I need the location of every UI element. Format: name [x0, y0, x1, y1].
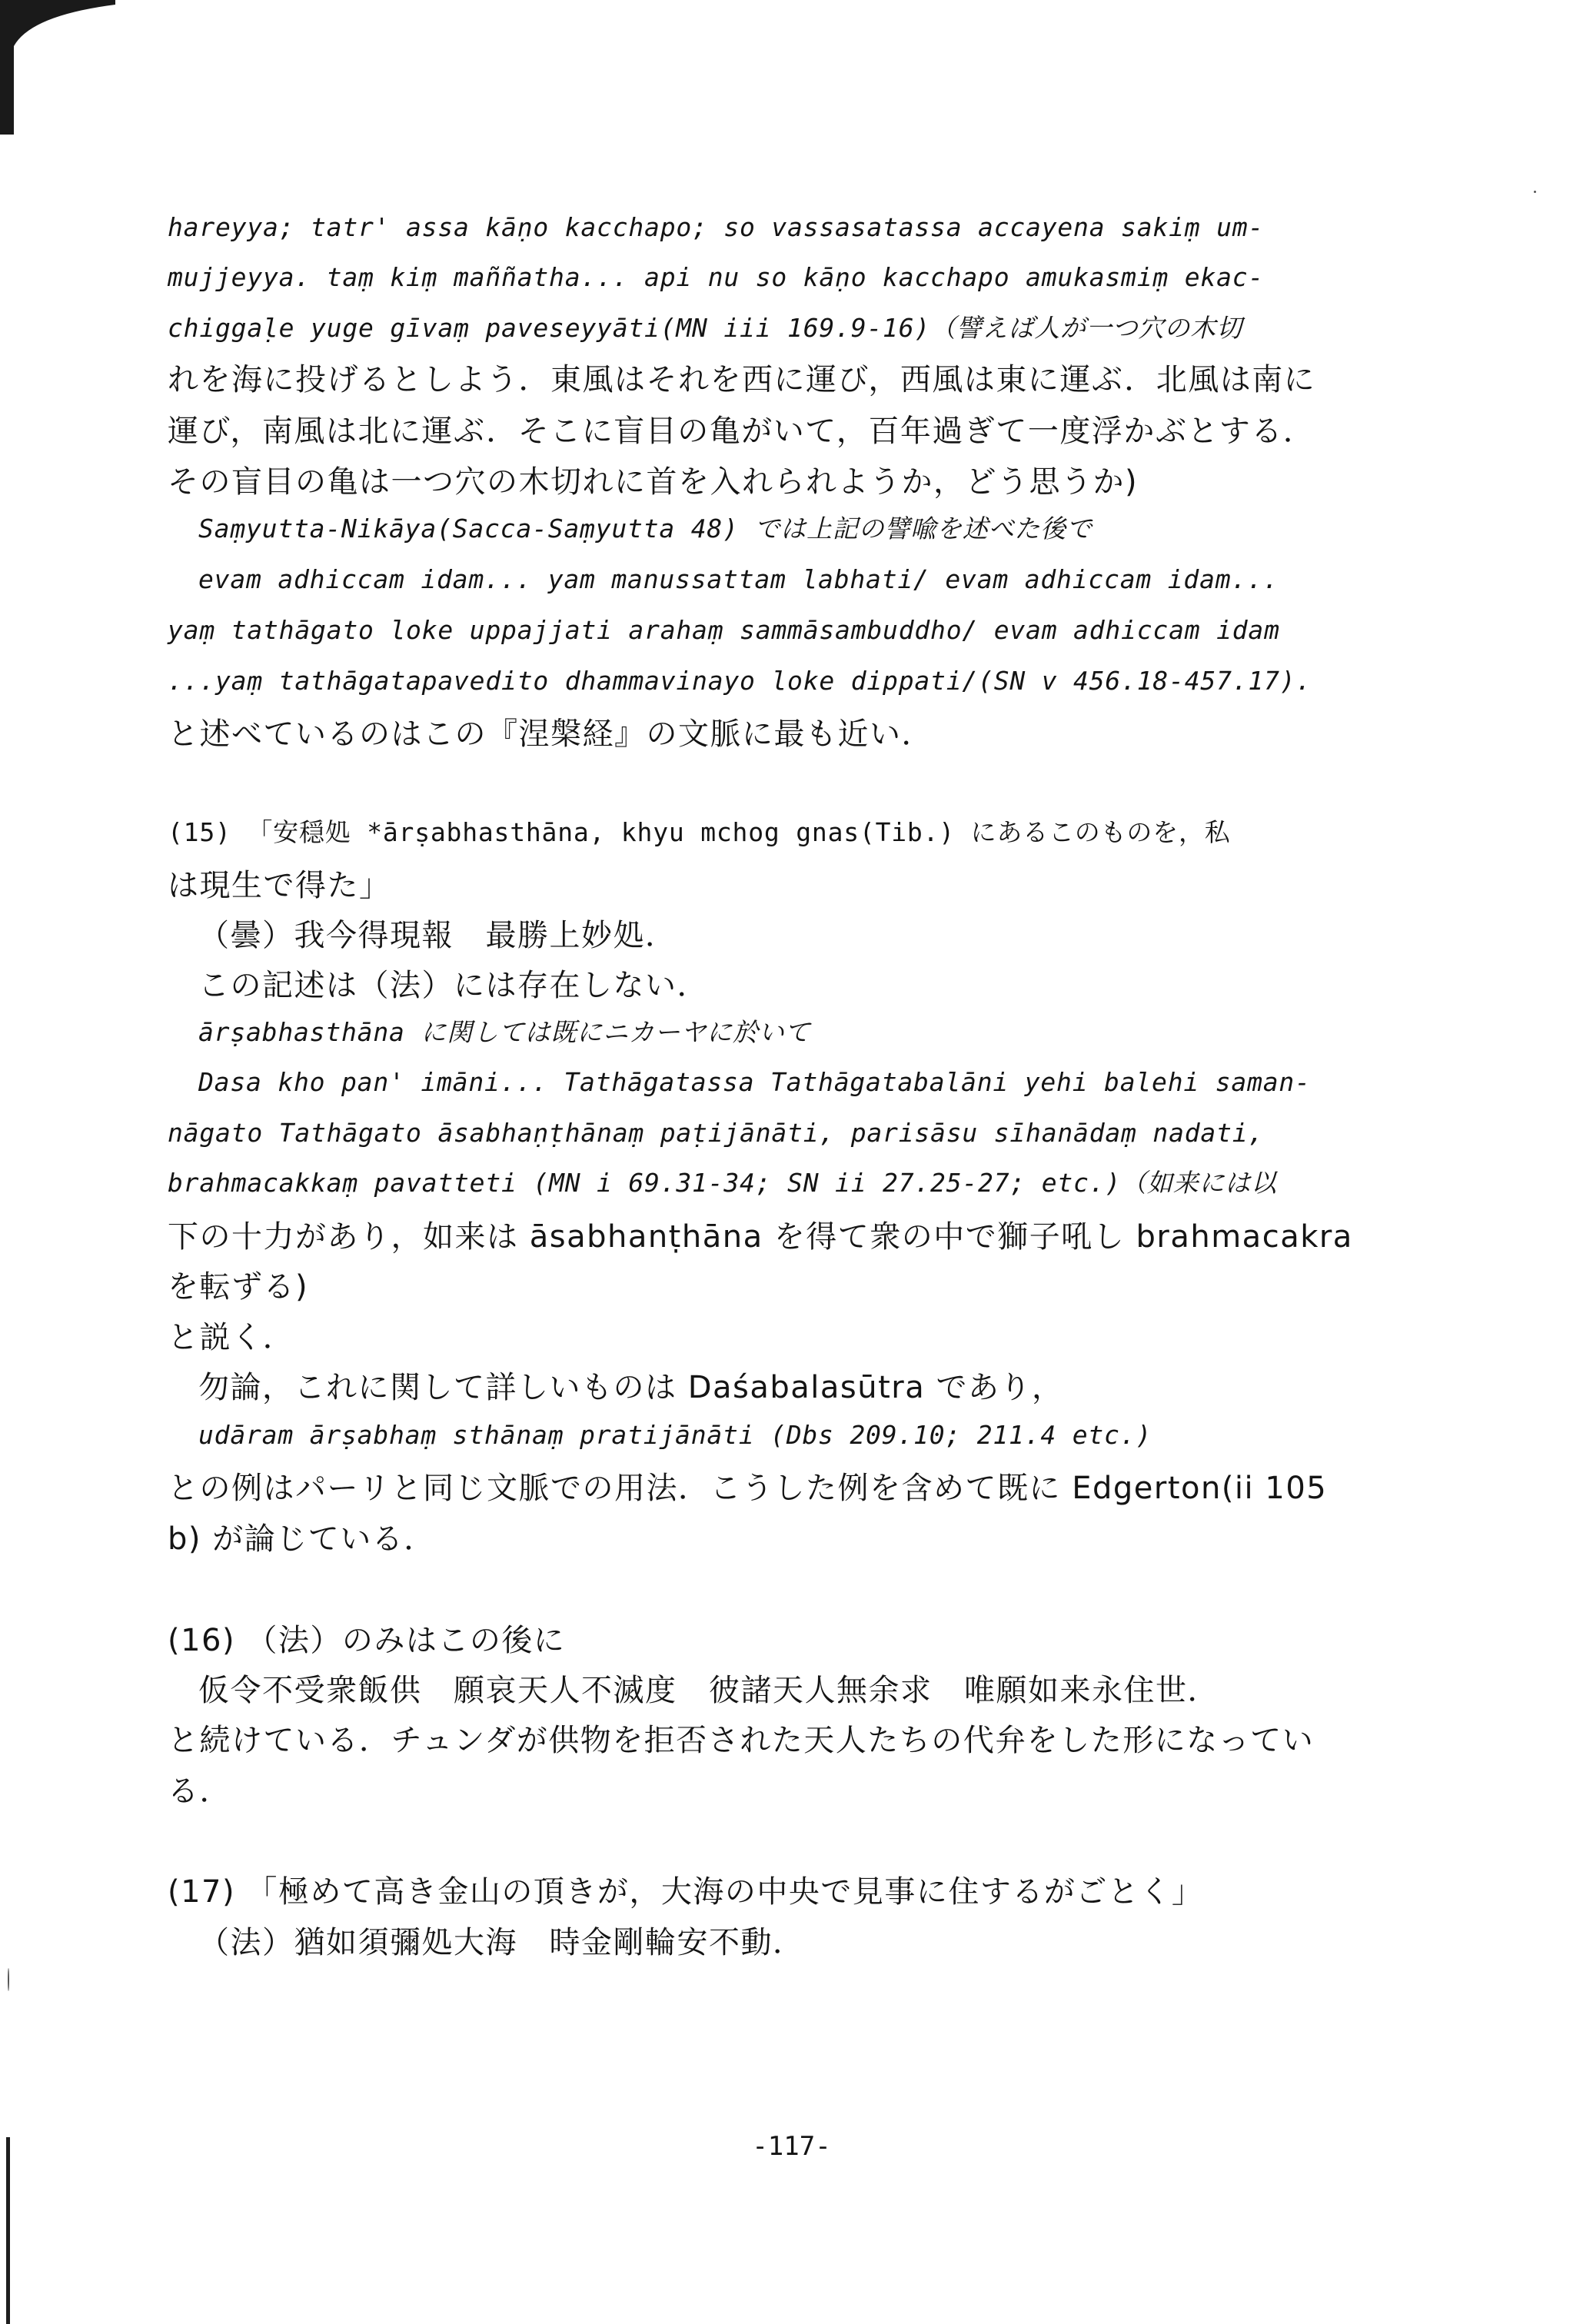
- text-line: Saṃyutta-Nikāya(Sacca-Saṃyutta 48) では上記の譬喩を述べた後で: [198, 514, 1092, 544]
- text-line: Dasa kho pan' imāni... Tathāgatassa Tathāgatabalāni yehi balehi saman-: [198, 1067, 1311, 1097]
- text-line: nāgato Tathāgato āsabhaṇṭhānaṃ paṭijānāti, parisāsu sīhanādaṃ nadati,: [168, 1118, 1265, 1148]
- text-line: 下の十力があり，如来は āsabhanṭhāna を得て衆の中で獅子吼し brahmacakra: [168, 1219, 1353, 1255]
- text-line: る．: [168, 1774, 231, 1809]
- text-line: を転ずる): [168, 1269, 309, 1305]
- text-line: chiggaḷe yuge gīvaṃ paveseyyāti(MN iii 169.9-16)（譬えば人が一つ穴の木切: [168, 313, 1242, 343]
- text-line: hareyya; tatr' assa kāṇo kacchapo; so vassasatassa accayena sakiṃ um-: [168, 212, 1265, 242]
- text-line: 勿論，これに関して詳しいものは Daśabalasūtra であり，: [198, 1370, 1064, 1405]
- text-line: と続けている．チュンダが供物を拒否された天人たちの代弁をした形になってい: [168, 1723, 1315, 1758]
- text-line: 運び，南風は北に運ぶ．そこに盲目の亀がいて，百年過ぎて一度浮かぶとする．: [168, 414, 1315, 449]
- scan-edge-line: [6, 2137, 10, 2324]
- text-line: 仮令不受衆飯供 願哀天人不滅度 彼諸天人無余求 唯願如来永住世．: [198, 1673, 1219, 1708]
- note-17: (17) 「極めて高き金山の頂きが，大海の中央で見事に住するがごとく」: [168, 1874, 1204, 1910]
- note-15: (15) 「安穏処 *ārṣabhasthāna, khyu mchog gnas(Tib.) にあるこのものを，私: [168, 817, 1231, 847]
- text-line: と述べているのはこの『涅槃経』の文脈に最も近い．: [168, 716, 933, 752]
- scan-speck: [1534, 191, 1536, 193]
- text-line: udāram ārṣabhaṃ sthānaṃ pratijānāti (Dbs 209.10; 211.4 etc.): [198, 1420, 1152, 1450]
- text-line: mujjeyya. taṃ kiṃ maññatha... api nu so kāṇo kacchapo amukasmiṃ ekac-: [168, 262, 1265, 292]
- text-line: yaṃ tathāgato loke uppajjati arahaṃ sammāsambuddho/ evam adhiccam idam: [168, 615, 1280, 645]
- text-line: brahmacakkaṃ pavatteti (MN i 69.31-34; SN ii 27.25-27; etc.)（如来には以: [168, 1168, 1277, 1198]
- text-line: （曇）我今得現報 最勝上妙処．: [198, 918, 677, 953]
- text-line: との例はパーリと同じ文脈での用法．こうした例を含めて既に Edgerton(ii 105: [168, 1471, 1328, 1506]
- scan-corner-mark: [0, 0, 123, 138]
- text-line: ārṣabhasthāna に関しては既にニカーヤに於いて: [198, 1017, 811, 1047]
- text-line: evam adhiccam idam... yam manussattam labhati/ evam adhiccam idam...: [198, 564, 1279, 594]
- text-line: この記述は（法）には存在しない．: [198, 968, 709, 1003]
- text-line: れを海に投げるとしよう．東風はそれを西に運び，西風は東に運ぶ．北風は南に: [168, 362, 1316, 397]
- text-line: と説く．: [168, 1320, 295, 1355]
- text-line: は現生で得た」: [168, 868, 391, 903]
- text-line: （法）猶如須彌処大海 時金剛輪安不動．: [198, 1925, 805, 1960]
- text-line: b) が論じている．: [168, 1521, 436, 1557]
- text-line: ...yaṃ tathāgatapavedito dhammavinayo loke dippati/(SN v 456.18-457.17).: [168, 666, 1312, 696]
- scan-speck: [8, 1968, 9, 1991]
- note-16: (16) （法）のみはこの後に: [168, 1623, 566, 1658]
- text-line: その盲目の亀は一つ穴の木切れに首を入れられようか，どう思うか): [168, 464, 1139, 500]
- page-number: -117-: [752, 2131, 831, 2162]
